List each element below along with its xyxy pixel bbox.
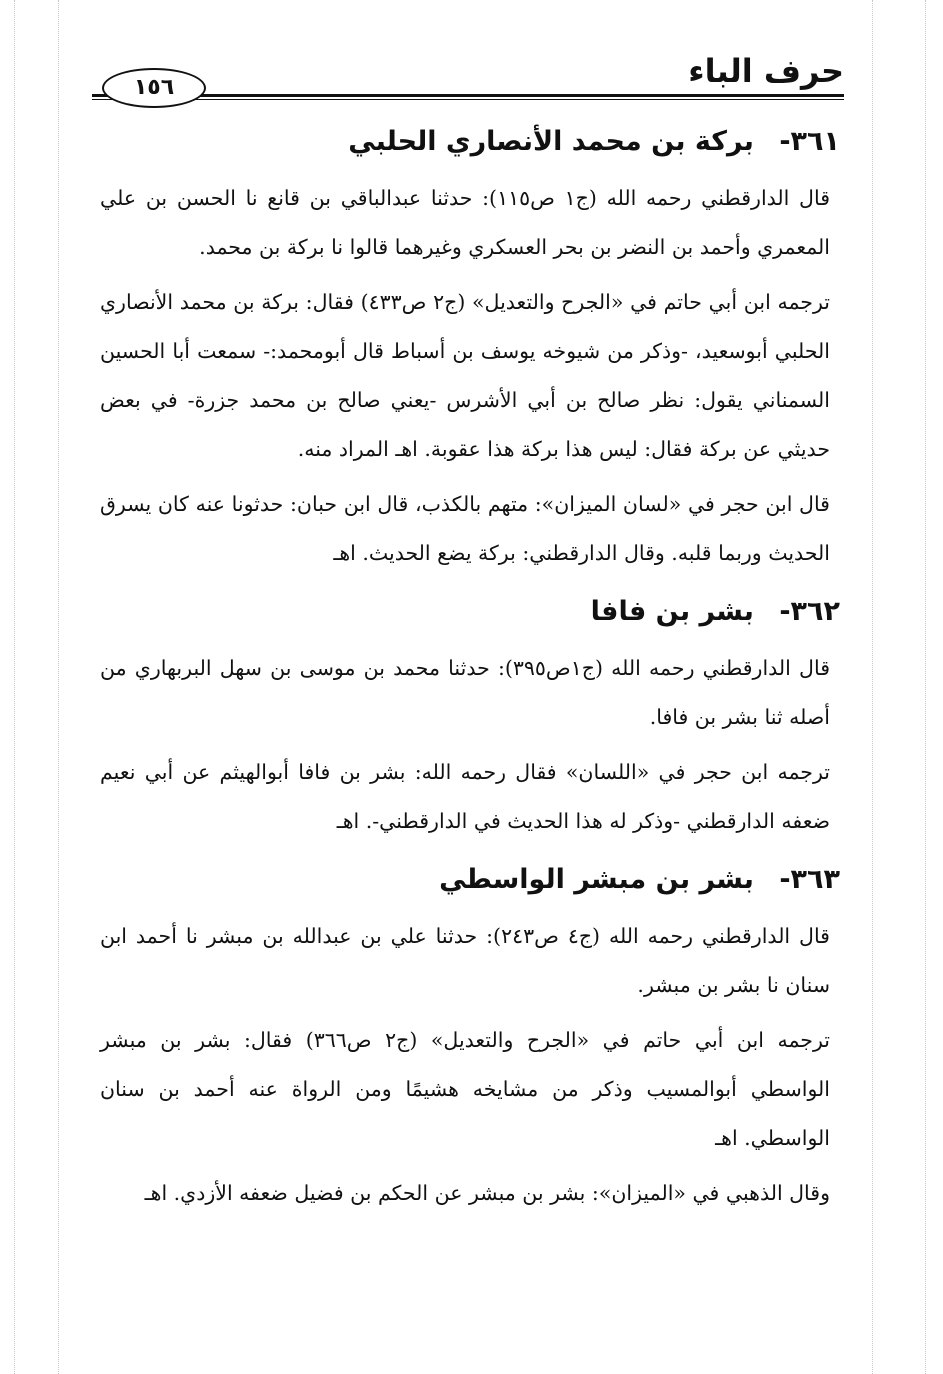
entry-heading	[100, 858, 840, 902]
entry-number: ٣٦١-	[779, 126, 840, 157]
entry-heading	[100, 120, 840, 164]
entry-number: ٣٦٢-	[779, 596, 840, 627]
scan-edge-line	[14, 0, 15, 1374]
paragraph: قال ابن حجر في «لسان الميزان»: متهم بالكذب، قال ابن حبان: حدثونا عنه كان يسرق الحديث وربما قلبه. وقال الدارقطني: بركة يضع الحديث. اهـ	[100, 492, 830, 565]
entry	[100, 858, 840, 1218]
chapter-title: حرف الباء	[688, 52, 844, 90]
paragraph: وقال الذهبي في «الميزان»: بشر بن مبشر عن الحكم بن فضيل ضعفه الأزدي. اهـ	[144, 1181, 830, 1205]
entry-name: بركة بن محمد الأنصاري الحلبي	[348, 126, 754, 157]
scan-edge-line	[925, 0, 926, 1374]
paragraph: قال الدارقطني رحمه الله (ج١ ص١١٥): حدثنا عبدالباقي بن قانع نا الحسن بن علي المعمري وأحمد بن النضر بن بحر العسكري وغيرهما قالوا نا بركة بن محمد.	[100, 186, 830, 259]
paragraph: ترجمه ابن أبي حاتم في «الجرح والتعديل» (ج٢ ص٣٦٦) فقال: بشر بن مبشر الواسطي أبوالمسيب وذكر من مشايخه هشيمًا ومن الرواة عنه أحمد بن سنان الواسطي. اهـ	[100, 1028, 830, 1150]
header-rule-thin	[92, 99, 844, 100]
entry	[100, 120, 840, 578]
entry-number: ٣٦٣-	[779, 864, 840, 895]
scan-edge-line	[58, 0, 59, 1374]
page-header	[92, 40, 844, 110]
paragraph: ترجمه ابن حجر في «اللسان» فقال رحمه الله: بشر بن فافا أبوالهيثم عن أبي نعيم ضعفه الدارقطني -وذكر له هذا الحديث في الدارقطني-. اهـ	[100, 760, 830, 833]
header-rule	[92, 94, 844, 97]
entry	[100, 590, 840, 846]
paragraph: قال الدارقطني رحمه الله (ج١ص٣٩٥): حدثنا محمد بن موسى بن سهل البربهاري من أصله ثنا بشر بن فافا.	[100, 656, 830, 729]
page-number: ١٥٦	[102, 68, 206, 108]
entry-name: بشر بن مبشر الواسطي	[439, 864, 754, 895]
scan-edge-line	[872, 0, 873, 1374]
entry-name: بشر بن فافا	[590, 596, 754, 627]
entry-heading	[100, 590, 840, 634]
paragraph: قال الدارقطني رحمه الله (ج٤ ص٢٤٣): حدثنا علي بن عبدالله بن مبشر نا أحمد ابن سنان نا بشر بن مبشر.	[100, 924, 830, 997]
page-body	[100, 120, 840, 1230]
paragraph: ترجمه ابن أبي حاتم في «الجرح والتعديل» (ج٢ ص٤٣٣) فقال: بركة بن محمد الأنصاري الحلبي أبوسعيد، -وذكر من شيوخه يوسف بن أسباط قال أبومحمد:- سمعت أبا الحسين السمناني يقول: نظر صالح بن أبي الأشرس -يعني صالح بن محمد جزرة- في بعض حديثي عن بركة فقال: ليس هذا بركة هذا عقوبة. اهـ المراد منه.	[100, 290, 830, 461]
